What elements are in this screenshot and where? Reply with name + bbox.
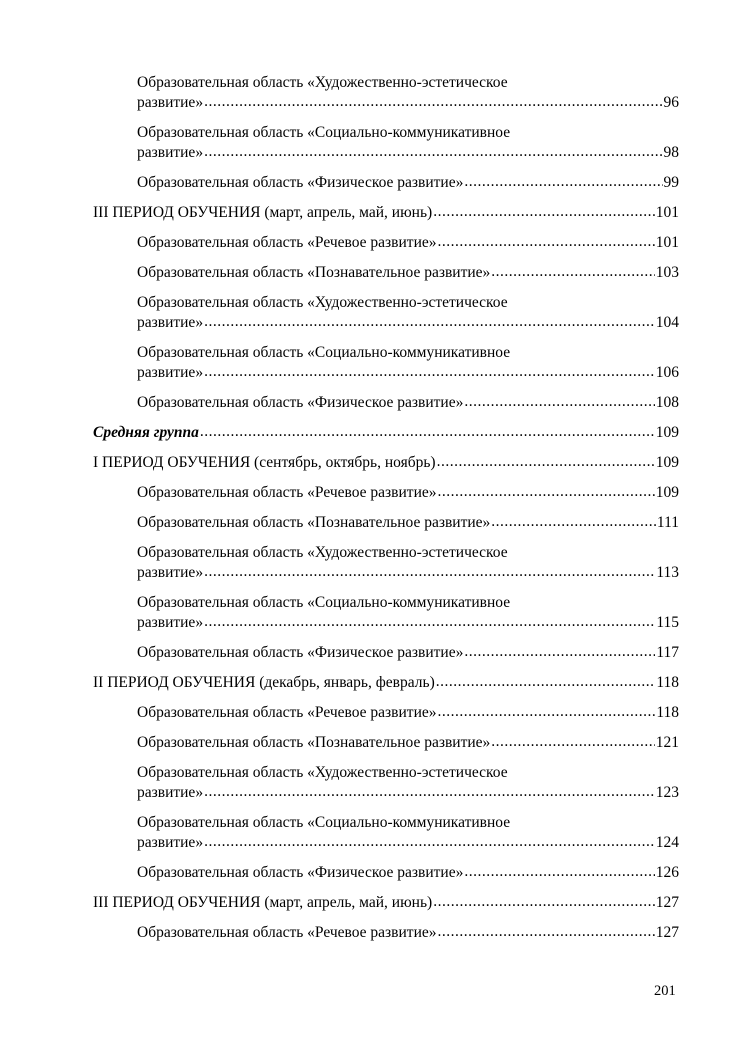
toc-entry-title: Образовательная область «Речевое развитие» [137,704,437,721]
dot-leader [204,612,655,632]
dot-leader [464,392,654,412]
dot-leader [204,142,662,162]
toc-entry-title: Средняя группа [93,424,199,441]
toc-entry-title: II ПЕРИОД ОБУЧЕНИЯ (декабрь, январь, февраль) [93,674,435,691]
toc-entry [137,813,679,853]
toc-page-number: 109 [655,454,679,471]
dot-leader [437,452,655,472]
toc-page-number: 96 [663,94,679,111]
dot-leader [204,832,655,852]
toc-entry-title: развитие» [137,314,204,331]
toc-entry-title: развитие» [137,94,204,111]
toc-entry [137,173,679,193]
toc-page-number: 101 [655,204,679,221]
toc-page-number: 111 [656,514,679,531]
toc-entry [137,73,679,113]
dot-leader [464,172,662,192]
toc-entry-title: Образовательная область «Речевое развитие» [137,234,437,251]
toc-page-number: 104 [655,314,679,331]
dot-leader [464,862,654,882]
toc-page-number: 127 [655,924,679,941]
toc-entry [137,643,679,663]
toc-page-number: 113 [656,564,679,581]
toc-page-number: 99 [663,174,679,191]
toc-entry-title: Образовательная область «Речевое развитие» [137,924,437,941]
toc-entry-title: развитие» [137,834,204,851]
toc-entry [137,393,679,413]
dot-leader [204,312,655,332]
dot-leader [491,512,656,532]
toc-page-number: 109 [655,424,679,441]
toc-entry-title: I ПЕРИОД ОБУЧЕНИЯ (сентябрь, октябрь, ноябрь) [93,454,436,471]
dot-leader [200,422,655,442]
dot-leader [438,922,655,942]
toc-entry [137,923,679,943]
toc-entry-title: развитие» [137,614,204,631]
toc-entry-title: Образовательная область «Физическое развитие» [137,864,464,881]
toc-entry [137,513,679,533]
dot-leader [204,92,662,112]
toc-page-number: 101 [655,234,679,251]
toc-entry-title: развитие» [137,564,204,581]
toc-entry-title: Образовательная область «Познавательное развитие» [137,264,491,281]
toc-page-number: 126 [655,864,679,881]
dot-leader [204,782,655,802]
dot-leader [491,732,654,752]
dot-leader [438,232,655,252]
toc-entry [93,423,679,443]
toc-page-number: 106 [655,364,679,381]
toc-entry [137,703,679,723]
toc-entry [93,673,679,693]
toc-entry-title: III ПЕРИОД ОБУЧЕНИЯ (март, апрель, май, июнь) [93,894,433,911]
toc-entry-title: развитие» [137,144,204,161]
toc-page-number: 118 [656,674,679,691]
toc-entry [137,863,679,883]
toc-entry [137,263,679,283]
page-number: 201 [654,983,676,999]
toc-entry [137,593,679,633]
toc-entry [137,293,679,333]
toc-entry-title: Образовательная область «Социально-коммуникативное [137,124,511,141]
toc-page-number: 118 [656,704,679,721]
toc-page-number: 121 [655,734,679,751]
toc-entry [137,483,679,503]
toc-entry-title: Образовательная область «Познавательное развитие» [137,734,491,751]
toc-entry-title: Образовательная область «Социально-коммуникативное [137,594,511,611]
toc-entry [137,343,679,383]
toc-page-number: 127 [655,894,679,911]
toc-entry-title: Образовательная область «Художественно-эстетическое [137,544,508,561]
dot-leader [433,202,655,222]
dot-leader [436,672,656,692]
toc-entry-title: Образовательная область «Социально-коммуникативное [137,344,511,361]
toc-entry-title: III ПЕРИОД ОБУЧЕНИЯ (март, апрель, май, июнь) [93,204,433,221]
dot-leader [204,362,655,382]
toc-entry [93,453,679,473]
toc-entry-title: Образовательная область «Социально-коммуникативное [137,814,511,831]
toc-entry [137,233,679,253]
toc-page-number: 103 [655,264,679,281]
toc-entry-title: Образовательная область «Речевое развитие» [137,484,437,501]
toc-entry-title: Образовательная область «Физическое развитие» [137,394,464,411]
toc-page-number: 109 [655,484,679,501]
toc-page-number: 117 [656,644,679,661]
dot-leader [464,642,655,662]
toc-entry [93,203,679,223]
toc-entry-title: Образовательная область «Физическое развитие» [137,644,464,661]
toc-entry-title: Образовательная область «Познавательное развитие» [137,514,491,531]
toc-entry [137,733,679,753]
toc-entry-title: Образовательная область «Художественно-эстетическое [137,764,508,781]
toc-entry [137,123,679,163]
toc-entry [137,543,679,583]
toc-page-number: 98 [663,144,679,161]
toc-page-number: 115 [656,614,679,631]
toc-entry-title: Образовательная область «Художественно-эстетическое [137,74,508,91]
toc-page-number: 108 [655,394,679,411]
toc-page-number: 123 [655,784,679,801]
toc-entry [93,893,679,913]
dot-leader [438,702,656,722]
dot-leader [433,892,655,912]
toc-entry [137,763,679,803]
dot-leader [491,262,654,282]
dot-leader [438,482,655,502]
toc-entry-title: Образовательная область «Физическое развитие» [137,174,464,191]
toc-entry-title: развитие» [137,784,204,801]
toc-page-number: 124 [655,834,679,851]
dot-leader [204,562,655,582]
toc-entry-title: развитие» [137,364,204,381]
toc-entry-title: Образовательная область «Художественно-эстетическое [137,294,508,311]
